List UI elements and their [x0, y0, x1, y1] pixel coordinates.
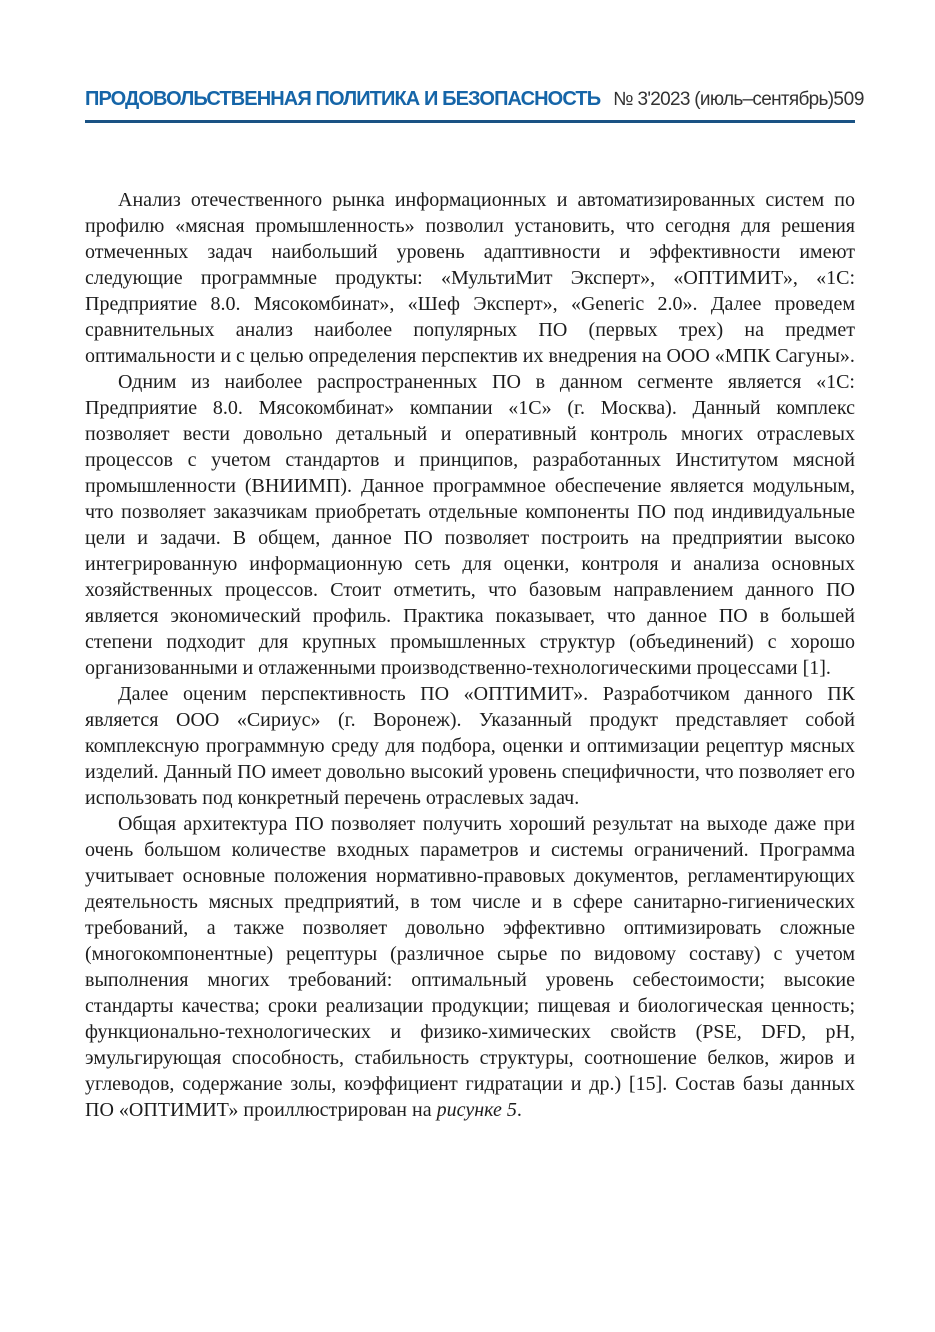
- page-header: [85, 88, 865, 123]
- paragraph-architecture-period: .: [516, 1099, 522, 1121]
- paragraph-optimit-intro: Далее оценим перспективность ПО «ОПТИМИТ». Разработчиком данного ПК является ООО «Сириус» (г. Воронеж). Указанный продукт представляет собой комплексную программную среду для подбора, оценки и оптимизации рецептур мясных изделий. Данный ПО имеет довольно высокий уровень специфичности, что позволяет его использовать под конкретный перечень отраслевых задач.: [85, 683, 855, 809]
- issue-info: № 3'2023 (июль–сентябрь): [613, 89, 834, 110]
- paragraph-1c-myasokombinat: Одним из наиболее распространенных ПО в данном сегменте является «1С: Предприятие 8.0. Мясокомбинат» компании «1С» (г. Москва). Данный комплекс позволяет вести довольно детальный и оперативный контроль многих отраслевых процессов с учетом стандартов и принципов, разработанных Институтом мясной промышленности (ВНИИМП). Данное программное обеспечение является модульным, что позволяет заказчикам приобретать отдельные компоненты ПО под индивидуальные цели и задачи. В общем, данное ПО позволяет построить на предприятии высоко интегрированную информационную сеть для оценки, контроля и анализа основных хозяйственных процессов. Стоит отметить, что базовым направлением данного ПО является экономический профиль. Практика показывает, что данное ПО в большей степени подходит для крупных промышленных структур (объединений) с хорошо организованными и отлаженными производственно-технологическими процессами [1].: [85, 371, 855, 679]
- page-number: 509: [833, 89, 865, 110]
- paragraph-market-analysis: Анализ отечественного рынка информационных и автоматизированных систем по профилю «мясная промышленность» позволил установить, что сегодня для решения отмеченных задач наибольший уровень адаптивности и эффективности имеют следующие программные продукты: «МультиМит Эксперт», «ОПТИМИТ», «1С: Предприятие 8.0. Мясокомбинат», «Шеф Эксперт», «Generic 2.0». Далее проведем сравнительных анализ наиболее популярных ПО (первых трех) на предмет оптимальности и с целью определения перспектив их внедрения на ООО «МПК Сагуны».: [85, 189, 855, 367]
- figure-reference: рисунке 5: [436, 1099, 517, 1121]
- header-rule: [85, 120, 855, 123]
- journal-title: ПРОДОВОЛЬСТВЕННАЯ ПОЛИТИКА И БЕЗОПАСНОСТЬ: [85, 88, 601, 110]
- paragraph-architecture: [85, 811, 855, 1123]
- paragraph-architecture-text: Общая архитектура ПО позволяет получить хороший результат на выходе даже при очень большом количестве входных параметров и системы ограничений. Программа учитывает основные положения нормативно-правовых документов, регламентирующих деятельность мясных предприятий, в том числе и в сфере санитарно-гигиенических требований, а также позволяет довольно эффективно оптимизировать сложные (многокомпонентные) рецептуры (различное сырье по видовому составу) с учетом выполнения многих требований: оптимальный уровень себестоимости; высокие стандарты качества; сроки реализации продукции; пищевая и биологическая ценность; функционально-технологических и физико-химических свойств (PSE, DFD, pH, эмульгирующая способность, стабильность структуры, соотношение белков, жиров и углеводов, содержание золы, коэффициент гидратации и др.) [15]. Состав базы данных ПО «ОПТИМИТ» проиллюстрирован на: [85, 813, 855, 1121]
- running-head: [85, 88, 865, 111]
- article-body: [85, 187, 855, 1123]
